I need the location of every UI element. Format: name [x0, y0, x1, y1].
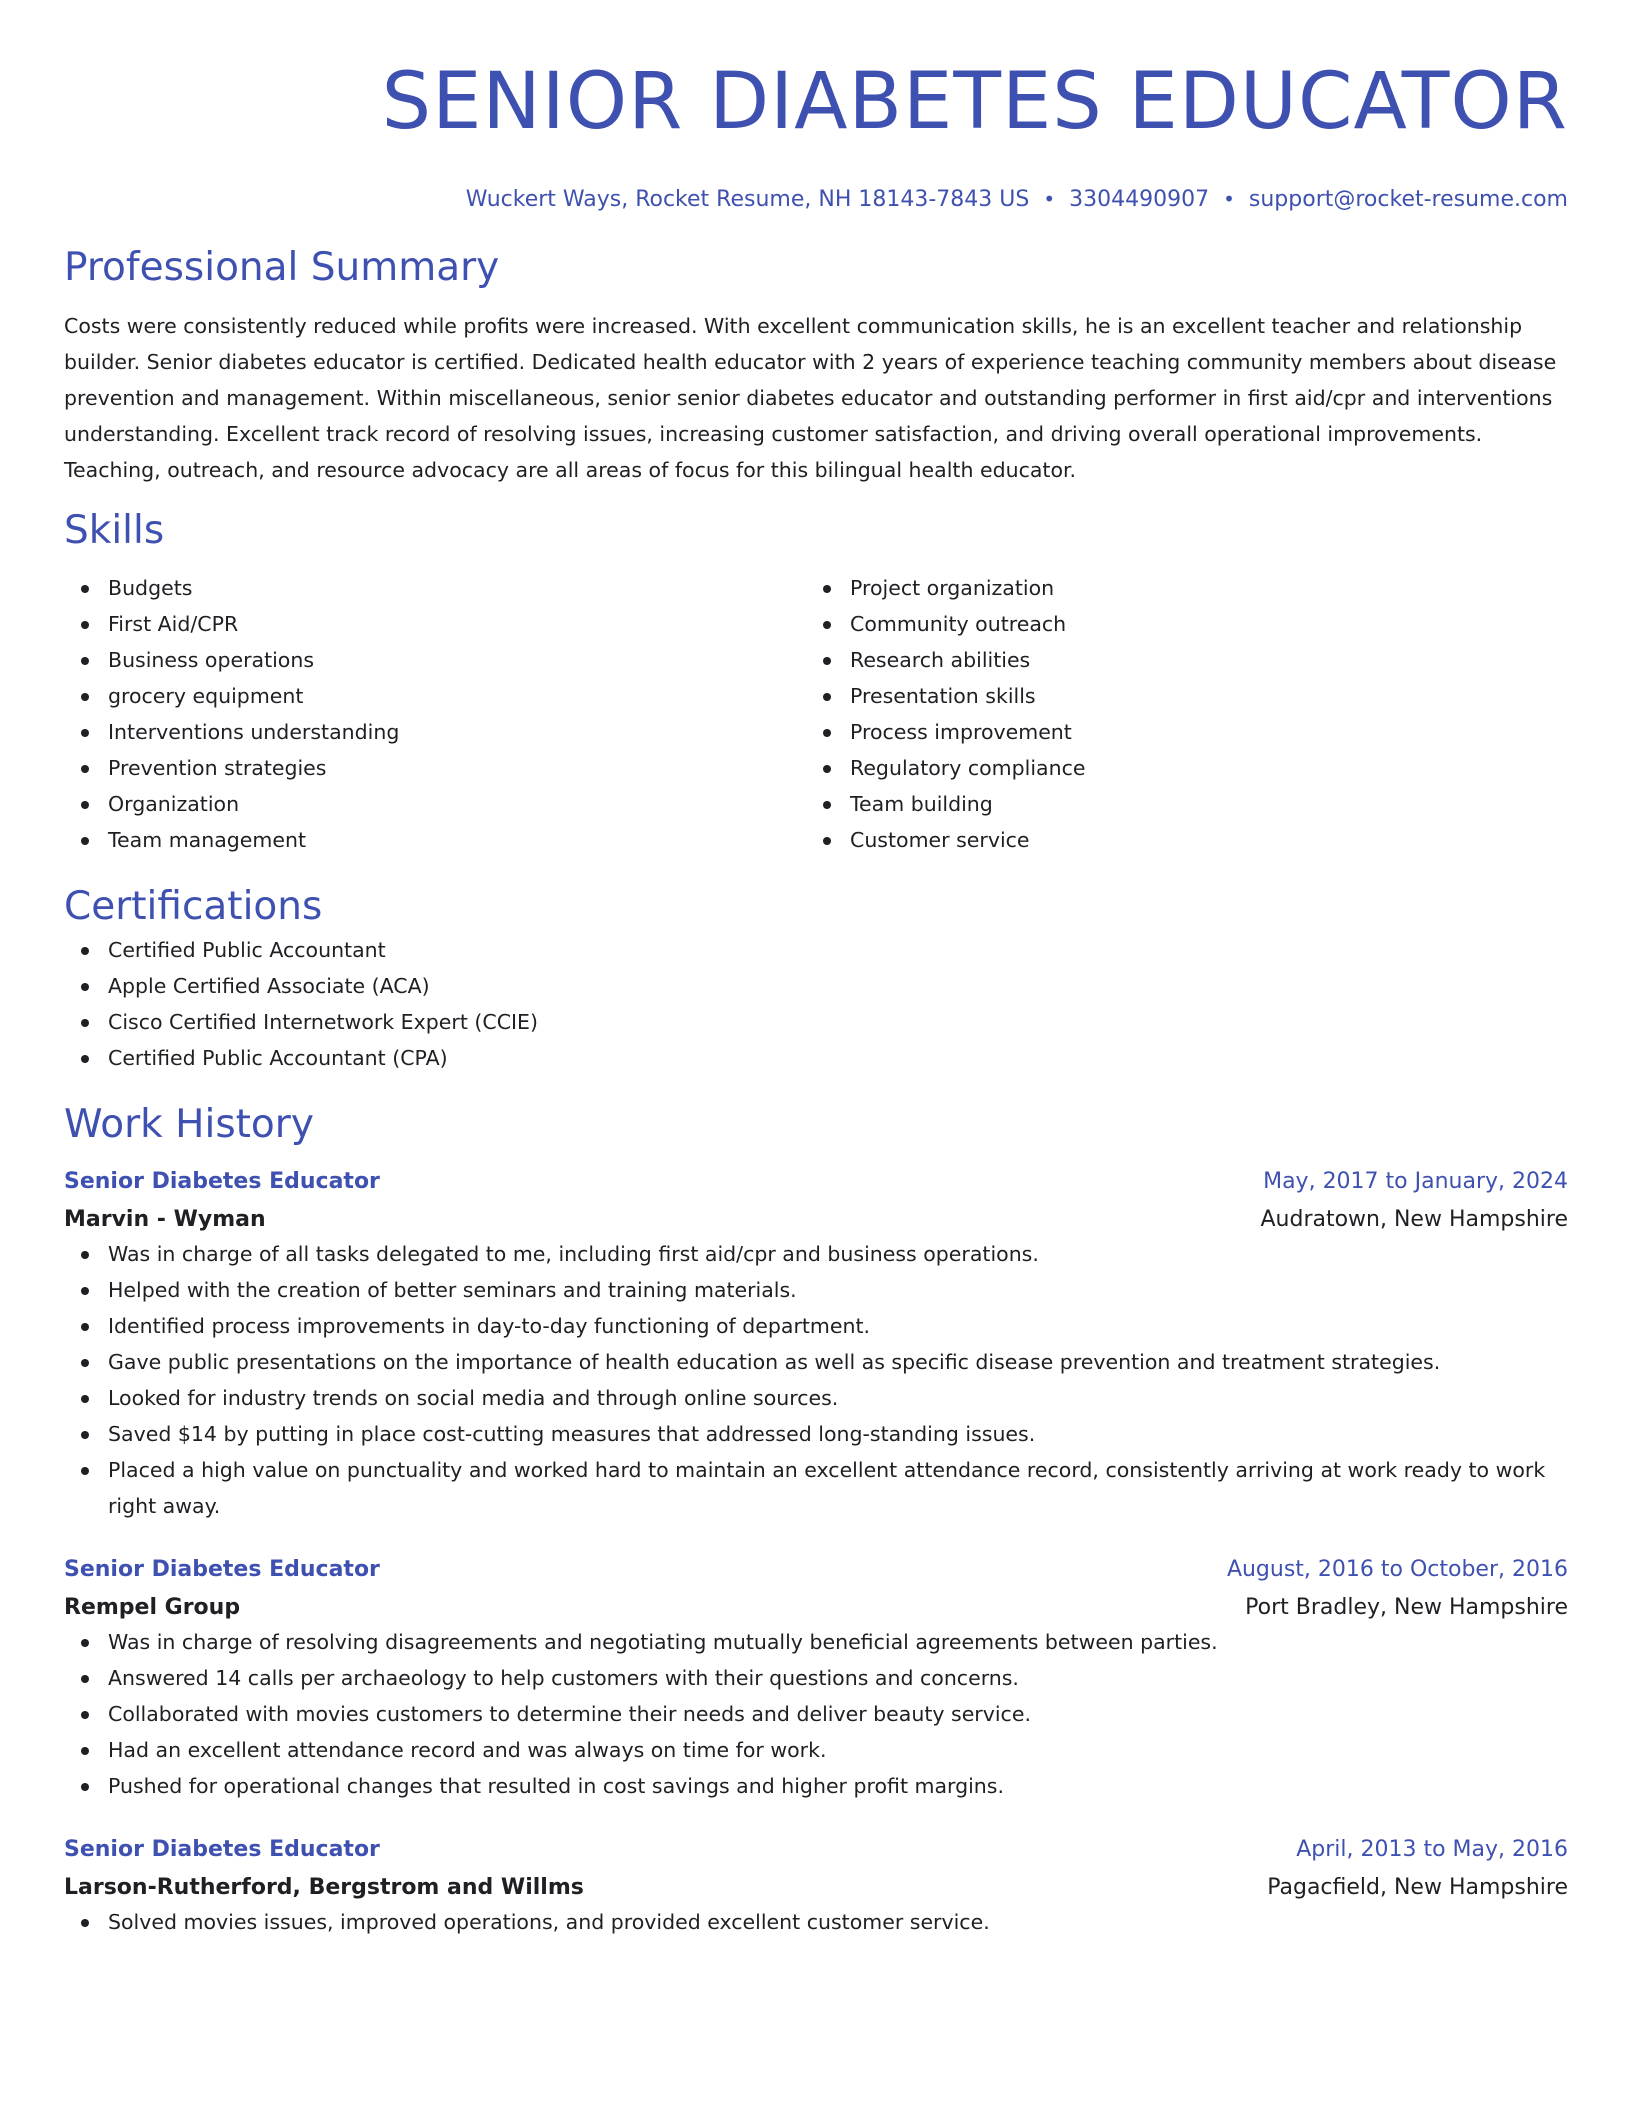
skill-item: Organization: [64, 786, 806, 822]
job-bullet-list: [64, 1904, 1568, 1940]
skills-heading: Skills: [64, 508, 165, 553]
skills-grid: [64, 570, 1568, 858]
job-location: Port Bradley, New Hampshire: [1245, 1595, 1568, 1620]
contact-phone: 3304490907: [1069, 187, 1210, 212]
job-company: Marvin - Wyman: [64, 1207, 266, 1232]
contact-email: support@rocket-resume.com: [1248, 187, 1568, 212]
skill-item: Regulatory compliance: [806, 750, 1548, 786]
certifications-heading: Certifications: [64, 884, 323, 929]
job-bullet: Was in charge of all tasks delegated to me, including first aid/cpr and business operations.: [64, 1236, 1568, 1272]
job-header-row: [64, 1834, 1568, 1866]
resume-page: [64, 0, 1568, 1940]
summary-heading: Professional Summary: [64, 245, 500, 290]
skill-item: First Aid/CPR: [64, 606, 806, 642]
job-bullet: Placed a high value on punctuality and worked hard to maintain an excellent attendance record, consistently arriving at work ready to work right away.: [64, 1452, 1568, 1524]
summary-text: Costs were consistently reduced while profits were increased. With excellent communication skills, he is an excellent teacher and relationship builder. Senior diabetes educator is certified. Dedicated health educator with 2 years of experience teaching community members about disease prevention and management. Within miscellaneous, senior senior diabetes educator and outstanding performer in first aid/cpr and interventions understanding. Excellent track record of resolving issues, increasing customer satisfaction, and driving overall operational improvements. Teaching, outreach, and resource advocacy are all areas of focus for this bilingual health educator.: [64, 314, 1557, 482]
job-header-row: [64, 1166, 1568, 1198]
job-dates: May, 2017 to January, 2024: [1263, 1169, 1568, 1194]
work-history-section: [64, 1100, 1568, 1940]
skill-item: Budgets: [64, 570, 806, 606]
skill-item: grocery equipment: [64, 678, 806, 714]
job-entry: [64, 1166, 1568, 1524]
certification-item: Certified Public Accountant (CPA): [64, 1040, 1568, 1076]
job-company: Rempel Group: [64, 1595, 241, 1620]
job-bullet: Was in charge of resolving disagreements and negotiating mutually beneficial agreements between parties.: [64, 1624, 1568, 1660]
job-location: Audratown, New Hampshire: [1260, 1207, 1568, 1232]
resume-name: SENIOR DIABETES EDUCATOR: [381, 57, 1568, 147]
skills-column-right: [806, 570, 1548, 858]
job-location: Pagacfield, New Hampshire: [1267, 1875, 1568, 1900]
certification-item: Apple Certified Associate (ACA): [64, 968, 1568, 1004]
skill-item: Team building: [806, 786, 1548, 822]
certifications-section: [64, 882, 1568, 1076]
job-bullet: Had an excellent attendance record and was always on time for work.: [64, 1732, 1568, 1768]
job-company-row: [64, 1586, 1568, 1624]
job-bullet: Pushed for operational changes that resulted in cost savings and higher profit margins.: [64, 1768, 1568, 1804]
job-entry: [64, 1834, 1568, 1940]
job-dates: August, 2016 to October, 2016: [1226, 1557, 1568, 1582]
job-bullet: Gave public presentations on the importance of health education as well as specific disease prevention and treatment strategies.: [64, 1344, 1568, 1380]
job-bullet: Looked for industry trends on social media and through online sources.: [64, 1380, 1568, 1416]
job-header-row: [64, 1554, 1568, 1586]
skill-item: Customer service: [806, 822, 1548, 858]
job-company-row: [64, 1866, 1568, 1904]
job-company: Larson-Rutherford, Bergstrom and Willms: [64, 1875, 584, 1900]
job-bullet-list: [64, 1624, 1568, 1804]
job-bullet: Identified process improvements in day-to-day functioning of department.: [64, 1308, 1568, 1344]
contact-address: Wuckert Ways, Rocket Resume, NH 18143-7843 US: [465, 187, 1030, 212]
contact-separator: •: [1223, 187, 1235, 211]
job-entry: [64, 1554, 1568, 1804]
skill-item: Prevention strategies: [64, 750, 806, 786]
work-history-heading: Work History: [64, 1102, 314, 1147]
contact-line: [64, 184, 1568, 215]
skill-item: Presentation skills: [806, 678, 1548, 714]
skill-item: Community outreach: [806, 606, 1548, 642]
skill-item: Process improvement: [806, 714, 1548, 750]
job-bullet: Answered 14 calls per archaeology to help customers with their questions and concerns.: [64, 1660, 1568, 1696]
skills-section: [64, 506, 1568, 858]
skills-column-left: [64, 570, 806, 858]
skill-item: Interventions understanding: [64, 714, 806, 750]
certifications-list: [64, 932, 1568, 1076]
skill-item: Research abilities: [806, 642, 1548, 678]
job-bullet: Helped with the creation of better seminars and training materials.: [64, 1272, 1568, 1308]
job-dates: April, 2013 to May, 2016: [1296, 1837, 1568, 1862]
contact-separator: •: [1043, 187, 1056, 211]
skill-item: Project organization: [806, 570, 1548, 606]
certification-item: Cisco Certified Internetwork Expert (CCIE): [64, 1004, 1568, 1040]
skill-item: Team management: [64, 822, 806, 858]
job-bullet: Saved $14 by putting in place cost-cutting measures that addressed long-standing issues.: [64, 1416, 1568, 1452]
job-title: Senior Diabetes Educator: [64, 1557, 380, 1582]
summary-section: [64, 243, 1568, 488]
certification-item: Certified Public Accountant: [64, 932, 1568, 968]
job-title: Senior Diabetes Educator: [64, 1169, 380, 1194]
job-bullet: Collaborated with movies customers to determine their needs and deliver beauty service.: [64, 1696, 1568, 1732]
skill-item: Business operations: [64, 642, 806, 678]
resume-header: [64, 0, 1568, 215]
job-title: Senior Diabetes Educator: [64, 1837, 380, 1862]
job-company-row: [64, 1198, 1568, 1236]
job-bullet: Solved movies issues, improved operations, and provided excellent customer service.: [64, 1904, 1568, 1940]
job-bullet-list: [64, 1236, 1568, 1524]
